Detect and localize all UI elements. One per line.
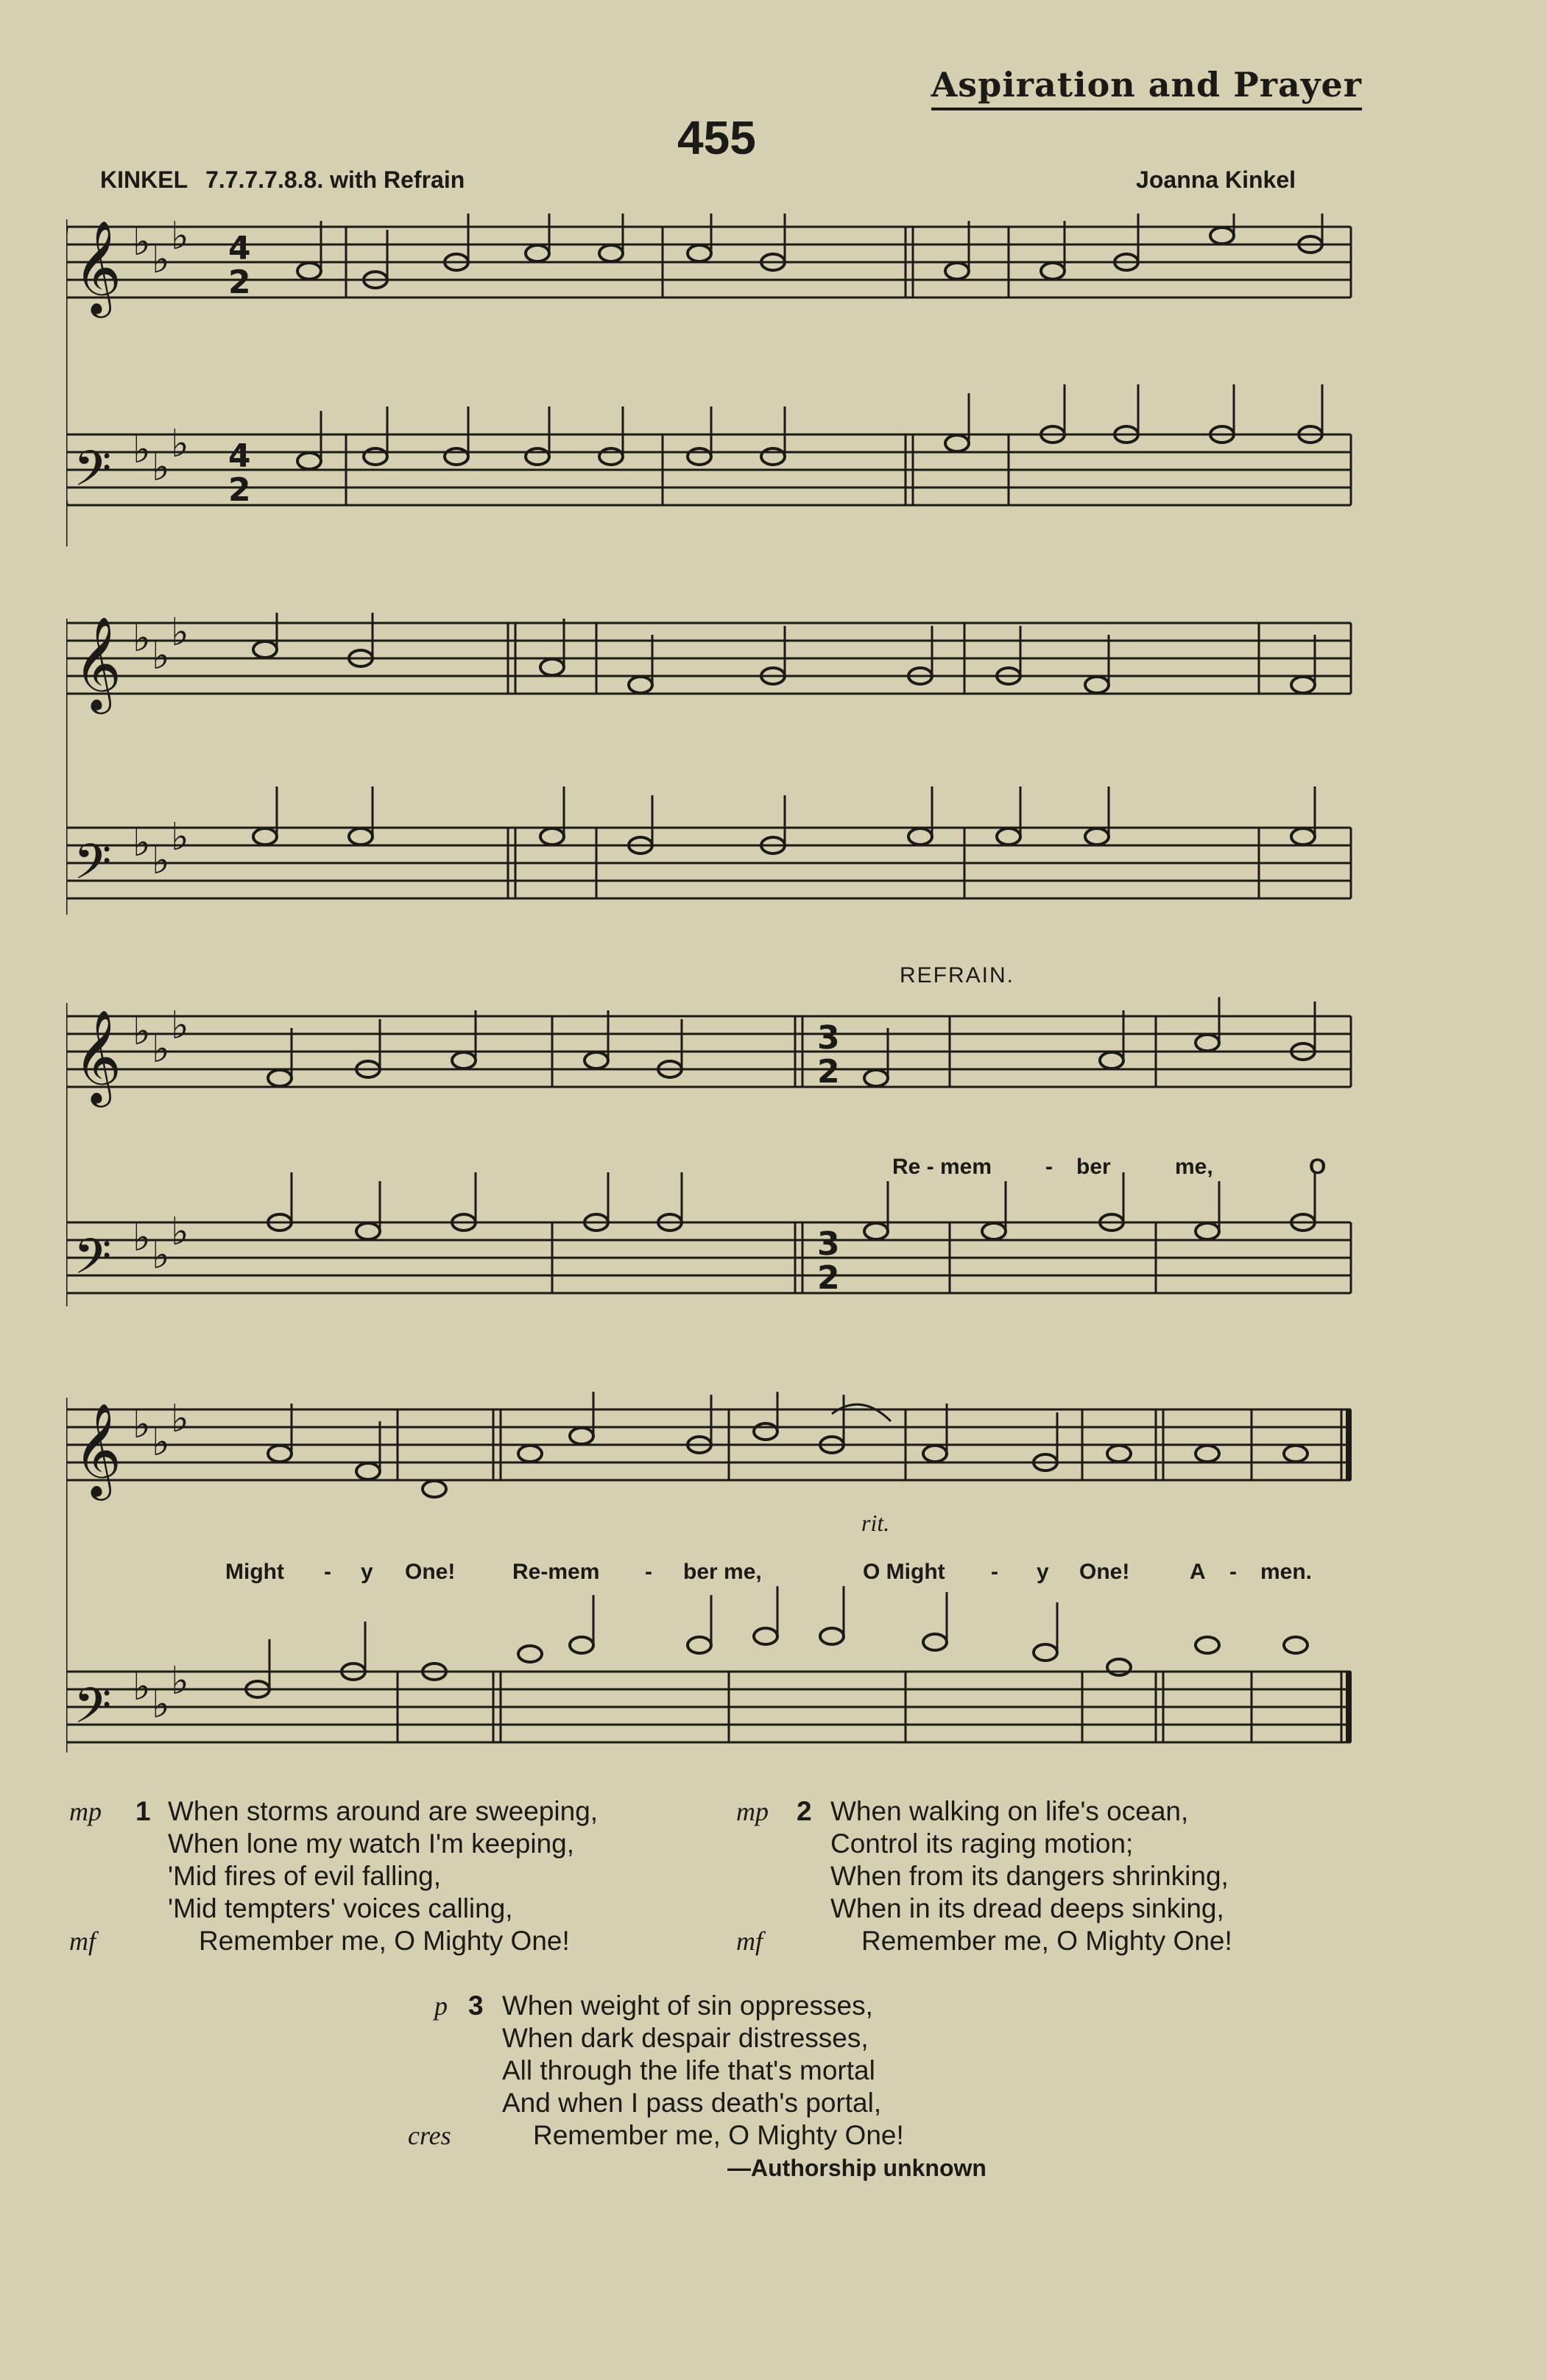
refrain-lyric: One!	[1079, 1560, 1130, 1584]
svg-text:𝄞: 𝄞	[74, 616, 122, 710]
svg-text:♭: ♭	[152, 1027, 170, 1071]
music-system-1	[66, 214, 1358, 552]
svg-text:♭: ♭	[133, 1010, 151, 1054]
verse-1	[69, 1795, 598, 1957]
verse-number: 1	[135, 1796, 151, 1826]
svg-text:♭: ♭	[171, 214, 189, 258]
svg-text:2: 2	[817, 1053, 840, 1091]
music-system-3	[66, 997, 1358, 1314]
refrain-lyric: O	[1309, 1155, 1327, 1179]
refrain-lyric: ber	[1076, 1155, 1111, 1179]
verse-number: 3	[468, 1990, 484, 2021]
verse-2	[736, 1795, 1232, 1957]
svg-text:𝄞: 𝄞	[74, 1009, 122, 1103]
refrain-lyric: Re - mem	[892, 1155, 992, 1179]
refrain-dynamic: cres	[408, 2121, 451, 2150]
svg-text:♭: ♭	[171, 1397, 189, 1441]
svg-text:♭: ♭	[133, 1403, 151, 1447]
refrain-lyric: ber me,	[683, 1560, 762, 1584]
svg-text:♭: ♭	[152, 1233, 170, 1278]
svg-text:♭: ♭	[171, 1004, 189, 1048]
staff-system-graphic	[66, 613, 1358, 922]
svg-text:3: 3	[817, 1225, 840, 1263]
verse-line: Control its raging motion;	[830, 1828, 1134, 1859]
svg-text:4: 4	[228, 437, 251, 475]
refrain-lyric: O Might	[863, 1560, 945, 1584]
attribution: —Authorship unknown	[727, 2155, 986, 2181]
tune-name: KINKEL	[100, 166, 188, 193]
svg-text:♭: ♭	[152, 634, 170, 678]
verse-number: 2	[797, 1796, 812, 1826]
refrain-lyric: me,	[1175, 1155, 1213, 1179]
svg-text:4: 4	[228, 230, 251, 267]
svg-text:♭: ♭	[171, 1210, 189, 1254]
verse-refrain: Remember me, O Mighty One!	[861, 1926, 1232, 1956]
tune-info	[100, 166, 465, 194]
svg-text:♭: ♭	[171, 422, 189, 466]
tempo-marking: rit.	[861, 1510, 890, 1536]
refrain-lyric: A	[1190, 1560, 1206, 1584]
verse-line: When walking on life's ocean,	[830, 1796, 1189, 1826]
refrain-lyric: y	[361, 1560, 373, 1584]
verse-refrain: Remember me, O Mighty One!	[533, 2120, 904, 2150]
svg-text:𝄞: 𝄞	[74, 219, 122, 314]
meter: 7.7.7.7.8.8. with Refrain	[205, 166, 465, 193]
refrain-lyric: -	[1229, 1560, 1237, 1584]
verse-line: 'Mid fires of evil falling,	[168, 1861, 442, 1891]
svg-text:♭: ♭	[171, 613, 189, 655]
refrain-dynamic: mf	[69, 1926, 96, 1956]
svg-text:♭: ♭	[152, 1683, 170, 1727]
verse-line: When weight of sin oppresses,	[502, 1990, 873, 2021]
verse-dynamic: mp	[736, 1797, 769, 1826]
svg-text:𝄢: 𝄢	[74, 1228, 112, 1297]
svg-text:♭: ♭	[133, 1665, 151, 1709]
verse-line: And when I pass death's portal,	[502, 2088, 882, 2118]
svg-text:𝄢: 𝄢	[74, 1677, 112, 1746]
refrain-lyric: -	[1045, 1155, 1053, 1179]
svg-text:𝄞: 𝄞	[74, 1402, 122, 1496]
verse-line: 'Mid tempters' voices calling,	[168, 1893, 513, 1923]
refrain-label: REFRAIN.	[900, 963, 1015, 987]
verse-line: When from its dangers shrinking,	[830, 1861, 1229, 1891]
svg-text:♭: ♭	[133, 616, 151, 661]
verse-line: When dark despair distresses,	[502, 2023, 869, 2053]
refrain-lyric: y	[1037, 1560, 1049, 1584]
svg-text:𝄢: 𝄢	[74, 834, 112, 902]
staff-system-graphic	[66, 997, 1358, 1314]
svg-text:2: 2	[817, 1259, 840, 1297]
svg-text:♭: ♭	[152, 1420, 170, 1465]
composer: Joanna Kinkel	[1136, 166, 1296, 193]
music-system-2	[66, 613, 1358, 922]
verse-line: When in its dread deeps sinking,	[830, 1893, 1224, 1923]
svg-text:3: 3	[817, 1019, 840, 1057]
svg-text:♭: ♭	[133, 220, 151, 264]
svg-text:♭: ♭	[152, 238, 170, 282]
svg-text:♭: ♭	[133, 1216, 151, 1260]
svg-text:2: 2	[228, 264, 251, 301]
refrain-lyric: -	[991, 1560, 998, 1584]
svg-text:2: 2	[228, 471, 251, 509]
verse-dynamic: p	[434, 1991, 448, 2021]
svg-text:♭: ♭	[171, 815, 189, 859]
refrain-lyric: One!	[405, 1560, 456, 1584]
refrain-lyric: men.	[1260, 1560, 1313, 1584]
refrain-lyric: Might	[225, 1560, 284, 1584]
refrain-lyric: -	[324, 1560, 331, 1584]
verse-dynamic: mp	[69, 1797, 102, 1826]
svg-text:♭: ♭	[152, 839, 170, 883]
section-title: Aspiration and Prayer	[931, 65, 1362, 110]
verse-refrain: Remember me, O Mighty One!	[199, 1926, 570, 1956]
svg-text:♭: ♭	[152, 446, 170, 490]
refrain-lyric: Re-mem	[512, 1560, 600, 1584]
svg-text:♭: ♭	[171, 1659, 189, 1703]
refrain-lyric: -	[645, 1560, 652, 1584]
staff-system-graphic	[66, 214, 1358, 552]
verse-line: When lone my watch I'm keeping,	[168, 1828, 575, 1859]
verse-line: All through the life that's mortal	[502, 2055, 875, 2085]
svg-text:𝄢: 𝄢	[74, 440, 112, 509]
svg-text:♭: ♭	[133, 428, 151, 472]
svg-text:♭: ♭	[133, 821, 151, 865]
refrain-dynamic: mf	[736, 1926, 763, 1956]
verse-3	[408, 1990, 904, 2152]
verse-line: When storms around are sweeping,	[168, 1796, 599, 1826]
hymn-number: 455	[677, 111, 756, 164]
